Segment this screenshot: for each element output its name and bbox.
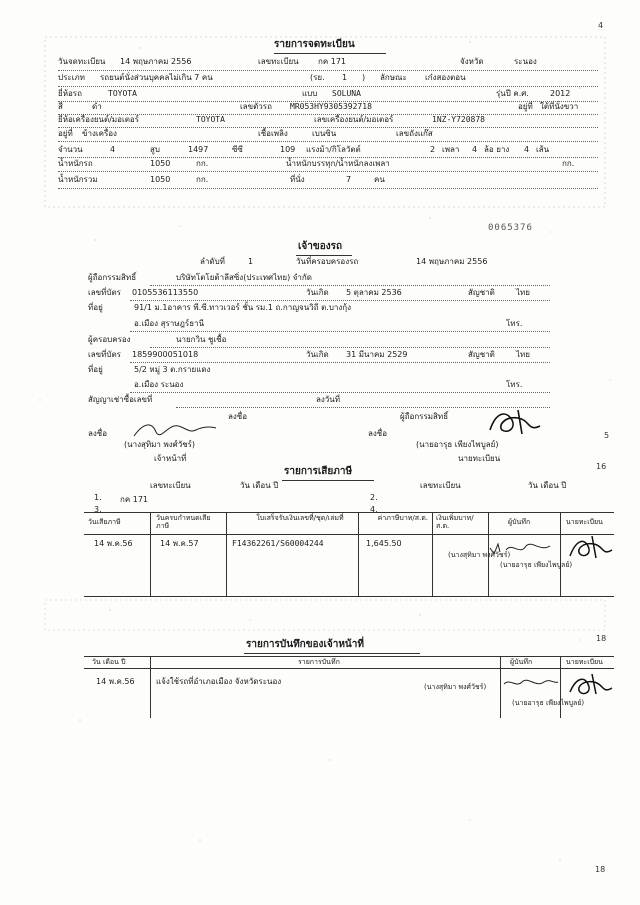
tax-recorder-signature-icon [486, 536, 556, 558]
notes-recorder: (นางสุทิมา พงศ์วัชร์) [424, 683, 487, 691]
load-unit: กก. [562, 159, 575, 168]
color-label: สี [58, 102, 63, 111]
model-label: แบบ [302, 89, 318, 98]
holder-value: บริษัทโตโยต้าลีสซิ่ง(ประเทศไทย) จำกัด [176, 273, 312, 282]
tel2-label: โทร. [506, 380, 523, 389]
hp-label: แรงม้า/กิโลวัตต์ [306, 145, 361, 154]
hp-value: 109 [280, 145, 296, 154]
nat-label: สัญชาติ [468, 288, 495, 297]
addr-line1: 91/1 ม.1อาคาร พี.ซี.ทาวเวอร์ ชั้น รม.1 ถ.กาญจนวิถี ต.บางกุ้ง [134, 303, 352, 312]
holder-label: ผู้ถือกรรมสิทธิ์ [88, 273, 137, 282]
seat-unit: คน [374, 175, 385, 184]
plate-label: เลขทะเบียน [258, 57, 299, 66]
wheel-label: ล้อ ยาง [484, 145, 510, 154]
dob-label: วันเกิด [306, 288, 329, 297]
addr-line3: 5/2 หมู่ 3 ต.กรายแดง [134, 365, 211, 374]
notes-date: 14 พ.ค.56 [96, 677, 135, 686]
id2-label: เลขที่บัตร [88, 350, 121, 359]
nat2-value: ไทย [516, 350, 530, 359]
nat2-label: สัญชาติ [468, 350, 495, 359]
tyre-label: เส้น [536, 145, 550, 154]
page-mark: 4 [598, 21, 604, 30]
officer-role: เจ้าหน้าที่ [154, 454, 187, 463]
brand-label: ยี่ห้อรถ [58, 89, 82, 98]
seat-label: ที่นั่ง [290, 175, 305, 184]
notes-col-header: วัน เดือน ปี [92, 658, 126, 666]
tax-row-number: 1. [94, 493, 102, 502]
lease-label: สัญญาเช่าซื้อเลขที่ [88, 395, 153, 404]
lease-date-label: ลงวันที่ [316, 395, 341, 404]
addr-line4: อ.เมือง ระนอง [134, 380, 184, 389]
notes-registrar-signature-icon [566, 670, 614, 698]
tax-receipt-no: F14362261/S60004244 [232, 539, 324, 548]
brand-value: TOYOTA [108, 89, 137, 98]
own-date-value: 14 พฤษภาคม 2556 [416, 257, 488, 266]
engine-no-value: 1NZ-Y720878 [432, 115, 485, 124]
engine-loc-label: อยู่ที่ [58, 129, 73, 138]
plate-value: กค 171 [318, 57, 347, 66]
tax-date-header: วัน เดือน ปี [528, 481, 567, 490]
reg-date: 14 พฤษภาคม 2556 [120, 57, 192, 66]
axle-value: 2 [430, 145, 436, 154]
tax-row-number: 4. [370, 505, 378, 514]
sign-label: ลงชื่อ [88, 429, 108, 438]
year-label: รุ่นปี ค.ศ. [496, 89, 529, 98]
tank-label: เลขถังแก๊ส [396, 129, 433, 138]
engine-no-label: เลขเครื่องยนต์/มอเตอร์ [314, 115, 394, 124]
page-mark: 16 [596, 462, 607, 471]
gross-value: 1050 [150, 175, 171, 184]
tel-label: โทร. [506, 319, 523, 328]
tax-row-number: 2. [370, 493, 378, 502]
chassis-loc-label: อยู่ที่ [518, 102, 533, 111]
notes-col-header: รายการบันทึก [298, 658, 340, 666]
tax-plate-header: เลขทะเบียน [420, 481, 461, 490]
tax-registrar-signature-icon [566, 532, 614, 562]
year-value: 2012 [550, 89, 571, 98]
addr-label: ที่อยู่ [88, 303, 103, 312]
tax-row-plate: กค 171 [120, 495, 149, 504]
tax-paid-date: 14 พ.ค.56 [94, 539, 133, 548]
nat-value: ไทย [516, 288, 530, 297]
possessor-value: นายกวิน ชูเชื้อ [176, 335, 227, 344]
tax-recorder: (นางสุทิมา พงศ์วัชร์) [448, 551, 511, 559]
order-value: 1 [248, 257, 254, 266]
tax-col-header: วันเสียภาษี [88, 518, 121, 526]
tax-row-number: 3. [94, 505, 102, 514]
chassis-label: เลขตัวรถ [240, 102, 272, 111]
tax-registrar-small: (นายอารุธ เพียงไพบูลย์) [500, 561, 573, 569]
style-label: ลักษณะ [380, 73, 407, 82]
seat-value: 7 [346, 175, 352, 184]
reg-date-label: วันจดทะเบียน [58, 57, 106, 66]
cc-value: 1497 [188, 145, 209, 154]
tyre-value: 4 [524, 145, 530, 154]
addr-line2: อ.เมือง สุราษฎร์ธานี [134, 319, 205, 328]
officer-signature-icon [130, 418, 220, 442]
notes-title: รายการบันทึกของเจ้าหน้าที่ [246, 639, 364, 650]
load-label: น้ำหนักบรรทุก/น้ำหนักลงเพลา [286, 159, 390, 168]
axle-label: เพลา [442, 145, 460, 154]
sign-label: ลงชื่อ [368, 429, 388, 438]
fuel-value: เบนซิน [312, 129, 337, 138]
sign-label: ลงชื่อ [228, 412, 248, 421]
registrar-role: นายทะเบียน [458, 454, 501, 463]
model-value: SOLUNA [332, 89, 361, 98]
gross-label: น้ำหนักรวม [58, 175, 98, 184]
cyl-value: 4 [110, 145, 116, 154]
page-mark: 18 [595, 865, 606, 874]
fuel-label: เชื้อเพลิง [258, 129, 288, 138]
page-mark: 5 [604, 431, 610, 440]
page-mark: 18 [596, 634, 607, 643]
notes-registrar-small: (นายอารุธ เพียงไพบูลย์) [512, 699, 585, 707]
style-value: เก๋งสองตอน [425, 73, 466, 82]
possessor-label: ผู้ครอบครอง [88, 335, 131, 344]
order-label: ลำดับที่ [200, 257, 225, 266]
rs-label: (รย. [310, 73, 325, 82]
title-underline [274, 53, 386, 54]
tax-col-header: ใบเสร็จรับเงินเลขที่/ชุด/เล่มที่ [256, 514, 344, 522]
id2-value: 1859900051018 [132, 350, 199, 359]
rs-value: 1 [342, 73, 348, 82]
cyl-unit: สูบ [150, 145, 160, 154]
id-label: เลขที่บัตร [88, 288, 121, 297]
engine-brand-value: TOYOTA [196, 115, 225, 124]
holder-sign-label: ผู้ถือกรรมสิทธิ์ [400, 412, 449, 421]
tax-due-date: 14 พ.ค.57 [160, 539, 199, 548]
rs-close: ) [362, 73, 366, 82]
addr2-label: ที่อยู่ [88, 365, 103, 374]
notes-col-header: นายทะเบียน [566, 658, 603, 666]
type-value: รถยนต์นั่งส่วนบุคคลไม่เกิน 7 คน [100, 73, 213, 82]
chassis-loc-value: ใต้ที่นั่งขวา [540, 102, 579, 111]
registration-title: รายการจดทะเบียน [274, 39, 355, 50]
notes-col-header: ผู้บันทึก [510, 658, 533, 666]
tax-col-header: เงินเพิ่มบาท/ส.ต. [436, 514, 474, 531]
chassis-value: MR053HY9305392718 [290, 102, 372, 111]
serial-number: 0065376 [488, 223, 533, 233]
tax-col-header: วันครบกำหนดเสียภาษี [156, 514, 211, 531]
id-value: 0105536113550 [132, 288, 199, 297]
weight-value: 1050 [150, 159, 171, 168]
registrar-signature-icon [484, 404, 548, 438]
owner-title: เจ้าของรถ [298, 241, 343, 252]
tax-plate-header: เลขทะเบียน [150, 481, 191, 490]
engine-loc-value: ข้างเครื่อง [82, 129, 117, 138]
registrar-name: (นายอารุธ เพียงไพบูลย์) [416, 440, 499, 449]
province-label: จังหวัด [460, 57, 484, 66]
weight-label: น้ำหนักรถ [58, 159, 93, 168]
tax-title: รายการเสียภาษี [284, 466, 353, 477]
cyl-label: จำนวน [58, 145, 83, 154]
tax-amount: 1,645.50 [366, 539, 402, 548]
type-label: ประเภท [58, 73, 85, 82]
cc-label: ซีซี [232, 145, 243, 154]
engine-brand-label: ยี่ห้อเครื่องยนต์/มอเตอร์ [58, 115, 140, 124]
wheel-value: 4 [472, 145, 478, 154]
dob2-value: 31 มีนาคม 2529 [346, 350, 408, 359]
dob-value: 5 ตุลาคม 2536 [346, 288, 402, 297]
tax-col-header: ผู้บันทึก [508, 518, 531, 526]
weight-unit: กก. [196, 159, 209, 168]
tax-col-header: นายทะเบียน [566, 518, 603, 526]
notes-recorder-signature-icon [500, 672, 560, 692]
gross-unit: กก. [196, 175, 209, 184]
dob2-label: วันเกิด [306, 350, 329, 359]
tax-date-header: วัน เดือน ปี [240, 481, 279, 490]
province-value: ระนอง [514, 57, 537, 66]
own-date-label: วันที่ครอบครองรถ [296, 257, 359, 266]
officer-name: (นางสุทิมา พงศ์วัชร์) [124, 440, 196, 449]
notes-text: แจ้งใช้รถที่อำเภอเมือง จังหวัดระนอง [156, 677, 282, 686]
tax-col-header: ค่าภาษีบาท/ส.ต. [377, 514, 428, 522]
color-value: ดำ [92, 102, 102, 111]
